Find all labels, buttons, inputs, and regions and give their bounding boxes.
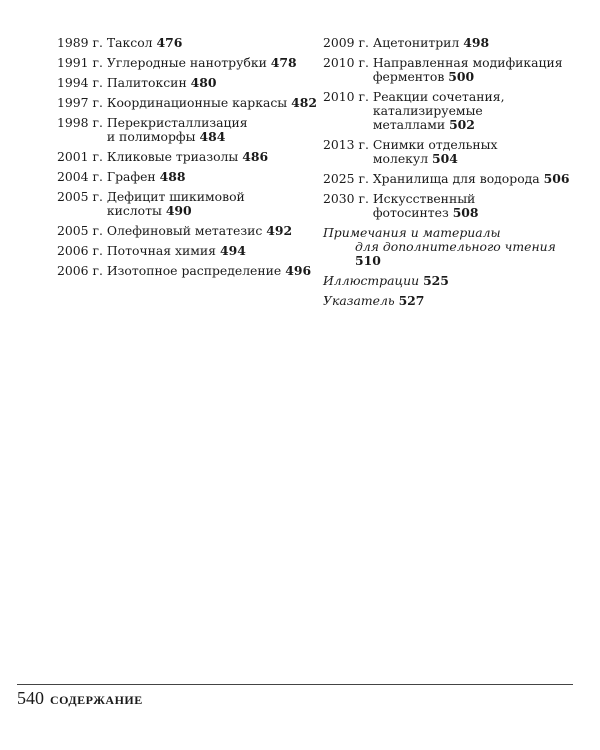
toc-year: 2010 г. xyxy=(323,89,369,104)
toc-year: 2006 г. xyxy=(57,263,103,278)
toc-illustrations-entry[interactable] xyxy=(323,274,573,288)
toc-year: 2025 г. xyxy=(323,171,369,186)
toc-entry[interactable] xyxy=(57,244,317,258)
toc-year: 1994 г. xyxy=(57,75,103,90)
index-title: Указатель xyxy=(323,293,395,308)
toc-entry[interactable] xyxy=(323,138,573,166)
toc-title: Углеродные нанотрубки xyxy=(106,55,267,70)
toc-notes-entry[interactable] xyxy=(323,226,573,268)
toc-page: 527 xyxy=(398,293,425,308)
toc-page: 490 xyxy=(165,203,192,218)
toc-entry[interactable] xyxy=(323,56,573,84)
toc-page: 486 xyxy=(242,149,269,164)
footer-rule xyxy=(17,684,573,685)
toc-entry[interactable] xyxy=(57,264,317,278)
toc-entry[interactable] xyxy=(57,76,317,90)
toc-entry[interactable] xyxy=(323,192,573,220)
toc-entry[interactable] xyxy=(57,170,317,184)
toc-year: 1991 г. xyxy=(57,55,103,70)
toc-page: 492 xyxy=(266,223,293,238)
toc-page: 504 xyxy=(432,151,458,166)
toc-entry[interactable] xyxy=(57,96,317,110)
toc-title: Изотопное распределение xyxy=(106,263,282,278)
toc-title: Дефицит шикимовой кислоты xyxy=(106,189,245,218)
toc-year: 2001 г. xyxy=(57,149,103,164)
toc-title: Поточная химия xyxy=(106,243,216,258)
toc-page: 480 xyxy=(190,75,217,90)
toc-entry[interactable] xyxy=(323,36,573,50)
toc-year: 2010 г. xyxy=(323,55,369,70)
toc-year: 2006 г. xyxy=(57,243,103,258)
toc-page: 506 xyxy=(543,171,570,186)
toc-page: 525 xyxy=(423,273,449,288)
toc-page: 482 xyxy=(291,95,317,110)
toc-entry[interactable] xyxy=(57,36,317,50)
illustrations-title: Иллюстрации xyxy=(323,273,420,288)
toc-entry[interactable] xyxy=(57,150,317,164)
toc-entry[interactable] xyxy=(57,224,317,238)
toc-page: 496 xyxy=(285,263,312,278)
toc-entry[interactable] xyxy=(323,172,573,186)
toc-index-entry[interactable] xyxy=(323,294,573,308)
toc-page: 510 xyxy=(355,253,381,268)
toc-page: 488 xyxy=(159,169,186,184)
toc-year: 2005 г. xyxy=(57,223,103,238)
toc-page: 508 xyxy=(452,205,479,220)
page-footer xyxy=(17,688,143,709)
toc-title-line2: и полиморфы xyxy=(106,129,196,144)
toc-title: Искусственный фотосинтез xyxy=(372,191,476,220)
toc-year: 2013 г. xyxy=(323,137,369,152)
toc-title-line2: катализируемые металлами xyxy=(372,103,483,132)
toc-year: 2004 г. xyxy=(57,169,103,184)
toc-page: 478 xyxy=(270,55,297,70)
toc-title: Координационные каркасы xyxy=(106,95,288,110)
toc-page: 484 xyxy=(199,129,226,144)
toc-title: Графен xyxy=(106,169,156,184)
toc-title: Кликовые триазолы xyxy=(106,149,239,164)
running-title: СОДЕРЖАНИЕ xyxy=(50,693,143,707)
toc-entry[interactable] xyxy=(57,116,317,144)
toc-left-column xyxy=(57,36,317,284)
toc-entry[interactable] xyxy=(57,190,317,218)
toc-title: Палитоксин xyxy=(106,75,187,90)
toc-page: 476 xyxy=(156,35,183,50)
toc-right-column xyxy=(323,36,573,314)
toc-page: 500 xyxy=(448,69,475,84)
toc-title: Таксол xyxy=(106,35,153,50)
toc-title: Направленная модификация xyxy=(372,55,563,70)
toc-title: Хранилища для водорода xyxy=(372,171,540,186)
toc-title: Ацетонитрил xyxy=(372,35,460,50)
toc-title: Перекристаллизация xyxy=(106,115,248,130)
toc-title-line2: ферментов xyxy=(372,69,445,84)
toc-year: 2005 г. xyxy=(57,189,103,204)
toc-title: Олефиновый метатезис xyxy=(106,223,263,238)
toc-page: 502 xyxy=(449,117,475,132)
toc-title: Снимки отдельных молекул xyxy=(372,137,498,166)
toc-year: 2030 г. xyxy=(323,191,369,206)
toc-entry[interactable] xyxy=(57,56,317,70)
toc-entry[interactable] xyxy=(323,90,573,132)
toc-page: 494 xyxy=(219,243,246,258)
toc-page: 498 xyxy=(463,35,490,50)
notes-line1: Примечания и материалы xyxy=(323,225,501,240)
toc-year: 1997 г. xyxy=(57,95,103,110)
toc-year: 2009 г. xyxy=(323,35,369,50)
page-number: 540 xyxy=(17,688,44,708)
notes-line2: для дополнительного чтения xyxy=(355,239,556,254)
toc-title: Реакции сочетания, xyxy=(372,89,505,104)
toc-year: 1998 г. xyxy=(57,115,103,130)
toc-year: 1989 г. xyxy=(57,35,103,50)
